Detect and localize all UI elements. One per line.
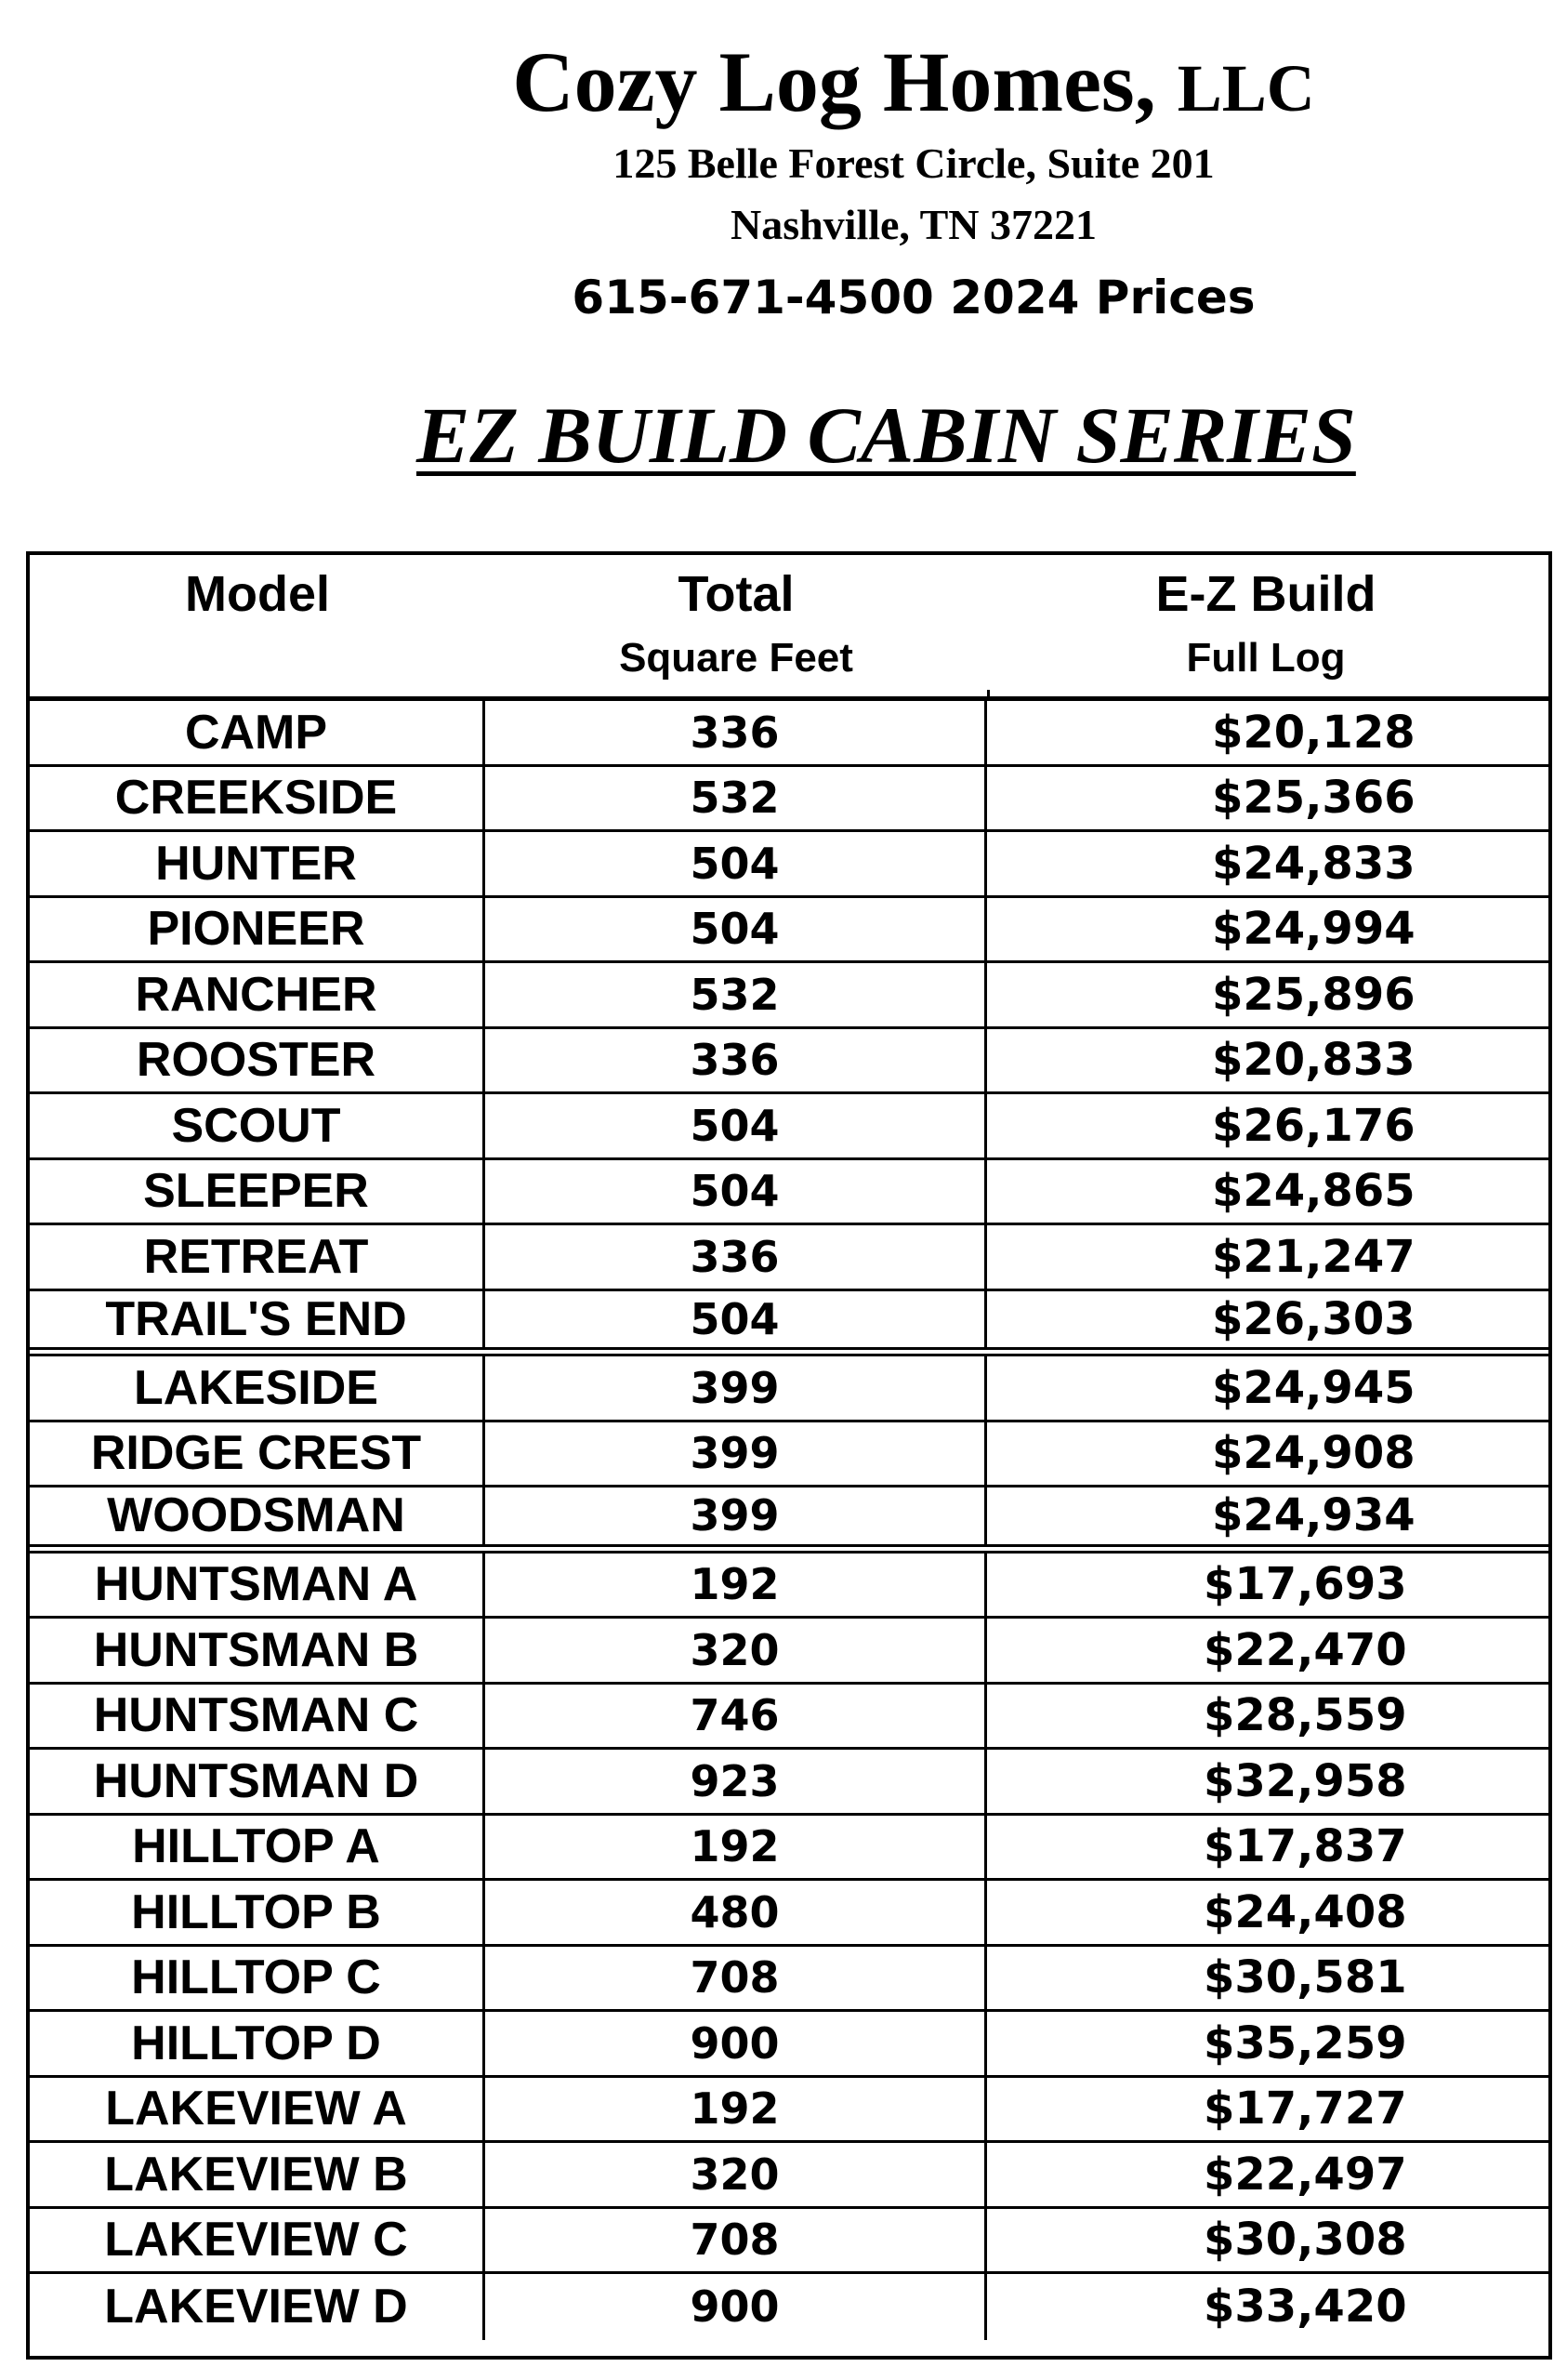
square-feet-cell: 192 (485, 1816, 987, 1879)
model-name-cell: SLEEPER (30, 1160, 485, 1223)
model-name-cell: LAKEVIEW A (30, 2078, 485, 2141)
square-feet-cell: 900 (485, 2012, 987, 2075)
square-feet-cell: 923 (485, 1750, 987, 1813)
model-name-cell: LAKEVIEW D (30, 2274, 485, 2340)
model-name-cell: ROOSTER (30, 1029, 485, 1092)
square-feet-cell: 504 (485, 898, 987, 961)
model-name-cell: CAMP (30, 701, 485, 764)
price-cell: $24,945 (1212, 1361, 1416, 1414)
table-row (30, 1225, 1548, 1291)
price-cell: $20,128 (1212, 706, 1416, 759)
model-name-cell: HILLTOP D (30, 2012, 485, 2075)
model-name-cell: CREEKSIDE (30, 767, 485, 830)
company-suffix: LLC (1177, 51, 1315, 126)
table-row (30, 1291, 1548, 1357)
table-row (30, 1029, 1548, 1095)
column-subheader-full-log: Full Log (1186, 635, 1346, 681)
square-feet-cell: 399 (485, 1356, 987, 1420)
model-name-cell: SCOUT (30, 1094, 485, 1157)
table-row (30, 832, 1548, 898)
model-name-cell: PIONEER (30, 898, 485, 961)
model-name-cell: RANCHER (30, 963, 485, 1026)
table-row (30, 1488, 1548, 1554)
model-name-cell: HILLTOP B (30, 1881, 485, 1944)
square-feet-cell: 336 (485, 701, 987, 764)
table-row (30, 2143, 1548, 2209)
price-cell: $24,934 (1212, 1489, 1416, 1542)
square-feet-cell: 320 (485, 1619, 987, 1682)
price-cell: $22,497 (1204, 2148, 1407, 2201)
table-row (30, 2209, 1548, 2275)
header-divider (987, 690, 990, 699)
table-row (30, 1554, 1548, 1620)
table-row (30, 2274, 1548, 2340)
square-feet-cell: 504 (485, 1094, 987, 1157)
square-feet-cell: 504 (485, 832, 987, 895)
square-feet-cell: 504 (485, 1291, 987, 1348)
price-cell: $24,865 (1212, 1165, 1416, 1218)
phone-and-year: 615-671-4500 2024 Prices (572, 271, 1256, 324)
table-row (30, 1356, 1548, 1422)
price-table (26, 551, 1552, 2360)
model-name-cell: HILLTOP A (30, 1816, 485, 1879)
table-row (30, 1094, 1548, 1160)
address-line-1: 125 Belle Forest Circle, Suite 201 (612, 139, 1215, 187)
table-row (30, 2078, 1548, 2144)
column-header-model: Model (185, 566, 330, 622)
table-row (30, 1422, 1548, 1488)
table-row (30, 963, 1548, 1029)
column-header-ez-build: E-Z Build (1155, 566, 1376, 622)
model-name-cell: HUNTSMAN B (30, 1619, 485, 1682)
square-feet-cell: 708 (485, 2209, 987, 2272)
price-cell: $17,837 (1204, 1820, 1407, 1873)
price-cell: $30,308 (1204, 2214, 1407, 2267)
table-row (30, 1160, 1548, 1226)
square-feet-cell: 192 (485, 1554, 987, 1617)
price-cell: $26,176 (1212, 1099, 1416, 1152)
company-name-text: Cozy Log Homes, (512, 34, 1156, 129)
model-name-cell: RIDGE CREST (30, 1422, 485, 1486)
model-name-cell: WOODSMAN (30, 1488, 485, 1544)
model-name-cell: HUNTER (30, 832, 485, 895)
model-name-cell: TRAIL'S END (30, 1291, 485, 1348)
column-header-total: Total (678, 566, 795, 622)
square-feet-cell: 900 (485, 2274, 987, 2340)
model-name-cell: LAKESIDE (30, 1356, 485, 1420)
table-row (30, 1750, 1548, 1816)
table-header (30, 555, 1548, 701)
price-cell: $33,420 (1204, 2281, 1407, 2334)
address-line-2: Nashville, TN 37221 (730, 201, 1098, 248)
square-feet-cell: 336 (485, 1029, 987, 1092)
table-body (30, 701, 1548, 2340)
table-row (30, 1619, 1548, 1685)
square-feet-cell: 532 (485, 767, 987, 830)
company-name (0, 35, 1567, 135)
price-cell: $32,958 (1204, 1754, 1407, 1807)
price-cell: $24,994 (1212, 903, 1416, 956)
model-name-cell: LAKEVIEW B (30, 2143, 485, 2206)
price-cell: $25,366 (1212, 772, 1416, 825)
price-cell: $24,833 (1212, 837, 1416, 890)
square-feet-cell: 192 (485, 2078, 987, 2141)
price-cell: $17,693 (1204, 1558, 1407, 1611)
model-name-cell: RETREAT (30, 1225, 485, 1289)
table-row (30, 767, 1548, 833)
table-row (30, 2012, 1548, 2078)
price-cell: $17,727 (1204, 2082, 1407, 2135)
square-feet-cell: 532 (485, 963, 987, 1026)
price-cell: $21,247 (1212, 1230, 1416, 1283)
square-feet-cell: 399 (485, 1488, 987, 1544)
model-name-cell: HUNTSMAN A (30, 1554, 485, 1617)
model-name-cell: HUNTSMAN D (30, 1750, 485, 1813)
table-row (30, 1816, 1548, 1882)
square-feet-cell: 336 (485, 1225, 987, 1289)
square-feet-cell: 320 (485, 2143, 987, 2206)
table-row (30, 1881, 1548, 1947)
price-cell: $25,896 (1212, 968, 1416, 1021)
column-subheader-square-feet: Square Feet (619, 635, 853, 681)
price-cell: $24,908 (1212, 1427, 1416, 1480)
price-cell: $28,559 (1204, 1689, 1407, 1742)
price-cell: $22,470 (1204, 1623, 1407, 1676)
table-row (30, 701, 1548, 767)
table-row (30, 1947, 1548, 2013)
price-cell: $26,303 (1212, 1292, 1416, 1345)
square-feet-cell: 480 (485, 1881, 987, 1944)
square-feet-cell: 708 (485, 1947, 987, 2010)
table-row (30, 898, 1548, 964)
table-row (30, 1685, 1548, 1751)
series-title: EZ BUILD CABIN SERIES (416, 390, 1356, 480)
price-cell: $30,581 (1204, 1951, 1407, 2004)
square-feet-cell: 399 (485, 1422, 987, 1486)
model-name-cell: HILLTOP C (30, 1947, 485, 2010)
model-name-cell: HUNTSMAN C (30, 1685, 485, 1748)
square-feet-cell: 504 (485, 1160, 987, 1223)
price-cell: $24,408 (1204, 1885, 1407, 1938)
model-name-cell: LAKEVIEW C (30, 2209, 485, 2272)
square-feet-cell: 746 (485, 1685, 987, 1748)
price-cell: $35,259 (1204, 2016, 1407, 2069)
price-cell: $20,833 (1212, 1034, 1416, 1087)
